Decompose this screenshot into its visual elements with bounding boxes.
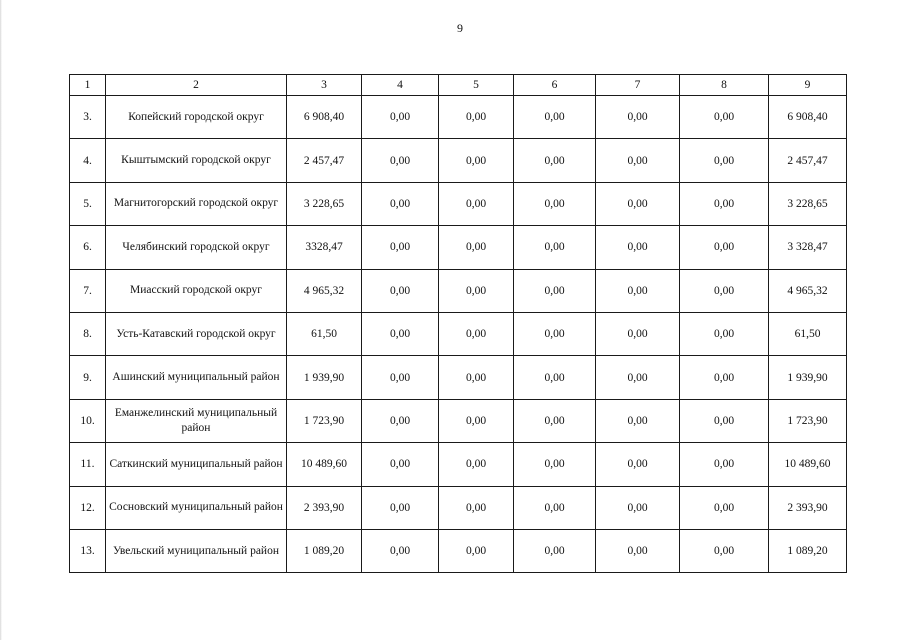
table-row [70,139,847,182]
row-number: 8. [70,312,106,355]
municipality-name: Магнитогорский городской округ [106,182,287,225]
row-number: 3. [70,96,106,139]
municipality-name: Копейский городской округ [106,96,287,139]
value-cell: 0,00 [362,312,439,355]
table-row [70,529,847,572]
column-header: 9 [769,75,847,96]
value-cell: 0,00 [596,226,680,269]
column-header: 7 [596,75,680,96]
scan-edge-shadow [0,0,2,640]
column-header: 2 [106,75,287,96]
column-header: 5 [439,75,514,96]
value-cell: 0,00 [439,399,514,442]
value-cell: 0,00 [680,356,769,399]
value-cell: 1 939,90 [287,356,362,399]
total-cell: 1 089,20 [769,529,847,572]
value-cell: 0,00 [596,182,680,225]
value-cell: 0,00 [680,443,769,486]
total-cell: 2 457,47 [769,139,847,182]
row-number: 9. [70,356,106,399]
value-cell: 2 393,90 [287,486,362,529]
value-cell: 0,00 [680,529,769,572]
value-cell: 0,00 [362,486,439,529]
municipality-name: Усть-Катавский городской округ [106,312,287,355]
total-cell: 4 965,32 [769,269,847,312]
value-cell: 0,00 [596,139,680,182]
value-cell: 0,00 [680,269,769,312]
value-cell: 0,00 [362,226,439,269]
value-cell: 1 089,20 [287,529,362,572]
total-cell: 6 908,40 [769,96,847,139]
value-cell: 61,50 [287,312,362,355]
value-cell: 0,00 [514,226,596,269]
municipality-name: Ашинский муниципальный район [106,356,287,399]
value-cell: 3328,47 [287,226,362,269]
table-row [70,96,847,139]
row-number: 13. [70,529,106,572]
value-cell: 0,00 [514,529,596,572]
value-cell: 0,00 [514,312,596,355]
row-number: 7. [70,269,106,312]
municipality-name: Увельский муниципальный район [106,529,287,572]
value-cell: 0,00 [514,356,596,399]
value-cell: 0,00 [680,182,769,225]
municipality-name: Кыштымский городской округ [106,139,287,182]
municipality-name: Еманжелинский муниципальный район [106,399,287,442]
total-cell: 1 723,90 [769,399,847,442]
value-cell: 0,00 [439,226,514,269]
value-cell: 0,00 [680,96,769,139]
value-cell: 0,00 [362,529,439,572]
value-cell: 0,00 [596,486,680,529]
value-cell: 0,00 [680,486,769,529]
total-cell: 3 228,65 [769,182,847,225]
municipality-name: Сосновский муниципальный район [106,486,287,529]
value-cell: 0,00 [514,96,596,139]
table-row [70,486,847,529]
value-cell: 0,00 [362,269,439,312]
value-cell: 0,00 [596,443,680,486]
value-cell: 0,00 [514,443,596,486]
column-header: 8 [680,75,769,96]
value-cell: 10 489,60 [287,443,362,486]
value-cell: 0,00 [439,96,514,139]
value-cell: 0,00 [514,269,596,312]
value-cell: 0,00 [362,96,439,139]
column-header: 1 [70,75,106,96]
total-cell: 3 328,47 [769,226,847,269]
value-cell: 0,00 [596,356,680,399]
value-cell: 0,00 [514,399,596,442]
row-number: 12. [70,486,106,529]
value-cell: 0,00 [439,443,514,486]
value-cell: 0,00 [514,182,596,225]
value-cell: 0,00 [680,139,769,182]
value-cell: 0,00 [362,443,439,486]
value-cell: 2 457,47 [287,139,362,182]
value-cell: 0,00 [514,139,596,182]
row-number: 10. [70,399,106,442]
column-header: 3 [287,75,362,96]
value-cell: 1 723,90 [287,399,362,442]
header-row [70,75,847,96]
value-cell: 0,00 [362,356,439,399]
table-row [70,356,847,399]
table-row [70,226,847,269]
value-cell: 0,00 [596,399,680,442]
municipality-name: Челябинский городской округ [106,226,287,269]
row-number: 4. [70,139,106,182]
value-cell: 0,00 [439,269,514,312]
value-cell: 0,00 [596,269,680,312]
total-cell: 1 939,90 [769,356,847,399]
municipality-name: Саткинский муниципальный район [106,443,287,486]
value-cell: 3 228,65 [287,182,362,225]
column-header: 6 [514,75,596,96]
table-row [70,443,847,486]
value-cell: 0,00 [362,182,439,225]
value-cell: 0,00 [596,96,680,139]
value-cell: 0,00 [680,312,769,355]
table-row [70,399,847,442]
table-row [70,269,847,312]
value-cell: 0,00 [439,182,514,225]
row-number: 11. [70,443,106,486]
value-cell: 0,00 [680,226,769,269]
page-number: 9 [457,21,463,35]
value-cell: 0,00 [439,486,514,529]
value-cell: 0,00 [439,529,514,572]
value-cell: 0,00 [439,139,514,182]
row-number: 5. [70,182,106,225]
value-cell: 0,00 [439,356,514,399]
value-cell: 0,00 [596,529,680,572]
total-cell: 2 393,90 [769,486,847,529]
value-cell: 0,00 [439,312,514,355]
value-cell: 0,00 [680,399,769,442]
value-cell: 4 965,32 [287,269,362,312]
allocation-table [69,74,847,573]
total-cell: 10 489,60 [769,443,847,486]
column-header: 4 [362,75,439,96]
value-cell: 6 908,40 [287,96,362,139]
value-cell: 0,00 [362,139,439,182]
municipality-name: Миасский городской округ [106,269,287,312]
row-number: 6. [70,226,106,269]
total-cell: 61,50 [769,312,847,355]
table-row [70,312,847,355]
value-cell: 0,00 [362,399,439,442]
value-cell: 0,00 [596,312,680,355]
value-cell: 0,00 [514,486,596,529]
table-row [70,182,847,225]
